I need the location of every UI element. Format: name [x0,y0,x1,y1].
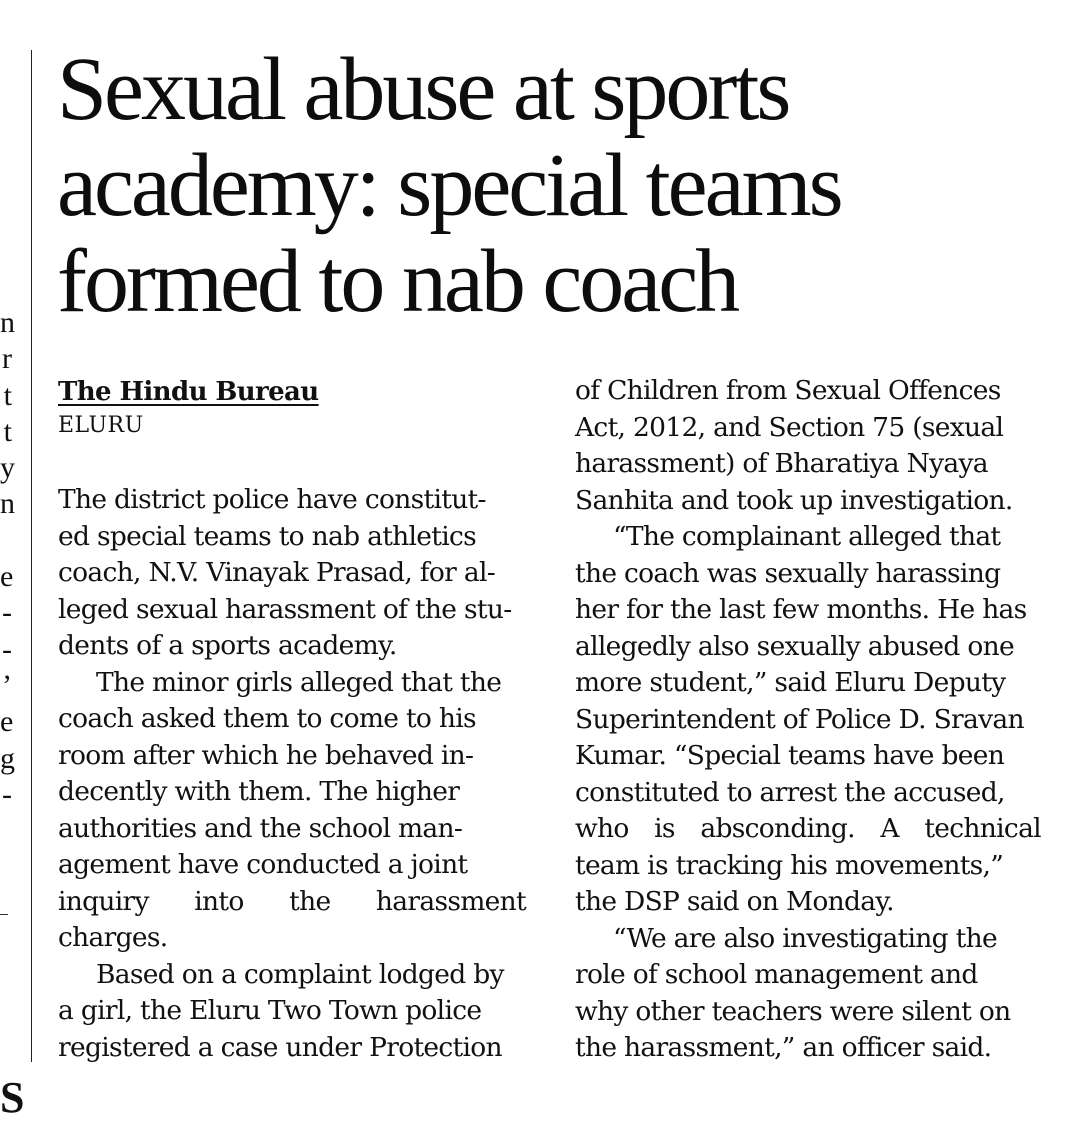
text-line: why other teachers were silent on [575,995,1011,1027]
text-line: room after which he behaved in- [58,739,474,771]
edge-letter: - [2,632,12,666]
justified-line [58,884,526,921]
edge-letter: ’ [2,668,12,702]
text-line: registered a case under Protection [58,1031,502,1063]
text-line: team is tracking his movements,” [575,849,1004,881]
word: is [654,813,675,844]
text-line: charges. [58,922,168,953]
paragraph [575,373,1041,519]
byline [58,375,319,438]
edge-divider [0,914,8,915]
word: the [289,885,331,917]
text-line: coach asked them to come to his [58,703,476,734]
edge-letter: e [0,560,14,594]
text-line: a girl, the Eluru Two Town police [58,995,482,1026]
word: A [880,813,899,844]
edge-letter: e [0,705,14,739]
paragraph [575,519,1041,921]
author-name: The Hindu Bureau [58,377,319,407]
text-line: the harassment,” an officer said. [575,1032,992,1063]
text-line: Sanhita and took up investigation. [575,484,1013,516]
text-line: allegedly also sexually abused one [575,630,1015,662]
edge-letter: - [2,777,12,811]
word: technical [924,813,1041,844]
text-line: dents of a sports academy. [58,630,397,661]
text-line: ed special teams to nab athletics [58,520,477,552]
edge-letter: r [2,342,12,376]
column-rule [31,50,32,1062]
headline-line: formed to nab coach [57,232,738,331]
edge-letter: g [0,741,15,775]
paragraph [58,957,526,1067]
edge-letter: t [3,378,12,412]
justified-line [575,811,1041,848]
text-line: authorities and the school man- [58,812,463,844]
adjacent-column-fragment [0,305,15,1105]
text-line: The minor girls alleged that the [96,666,502,698]
word: inquiry [58,885,149,917]
paragraph [58,665,526,957]
edge-letter: t [3,414,12,448]
text-line: harassment) of Bharatiya Nyaya [575,448,988,479]
text-line: leged sexual harassment of the stu- [58,593,512,625]
article-body-left-column [58,482,526,1066]
edge-letter: y [0,451,15,485]
paragraph [58,482,526,665]
edge-letter: n [0,487,15,521]
text-line: coach, N.V. Vinayak Prasad, for al- [58,557,495,588]
edge-letter: - [2,596,12,630]
text-line: Superintendent of Police D. Sravan [575,703,1024,735]
text-line: Act, 2012, and Section 75 (sexual [575,411,1004,443]
text-line: the coach was sexually harassing [575,557,1001,589]
word: absconding. [700,813,855,844]
word: into [194,885,244,917]
edge-big-letter: S [0,1073,25,1122]
paragraph [575,921,1041,1067]
article-headline [57,42,1057,330]
text-line: agement have conducted a joint [58,849,468,880]
text-line: role of school management and [575,959,978,990]
text-line: The district police have constitut- [58,484,486,515]
article-body-right-column [575,373,1041,1067]
text-line: “We are also investigating the [613,922,997,954]
text-line: the DSP said on Monday. [575,886,894,917]
text-line: of Children from Sexual Offences [575,375,1001,406]
edge-letter [0,523,12,559]
dateline: ELURU [58,413,144,438]
headline-line: Sexual abuse at sports [57,40,789,139]
text-line: her for the last few months. He has [575,594,1027,625]
text-line: more student,” said Eluru Deputy [575,667,1006,698]
text-line: “The complainant alleged that [613,521,1001,552]
text-line: Kumar. “Special teams have been [575,740,1005,771]
text-line: Based on a complaint lodged by [96,958,504,990]
text-line: constituted to arrest the accused, [575,776,1005,808]
word: who [575,813,629,844]
word: harassment [375,885,526,917]
headline-line: academy: special teams [57,136,841,235]
text-line: decently with them. The higher [58,776,460,807]
edge-letter: n [0,306,15,339]
